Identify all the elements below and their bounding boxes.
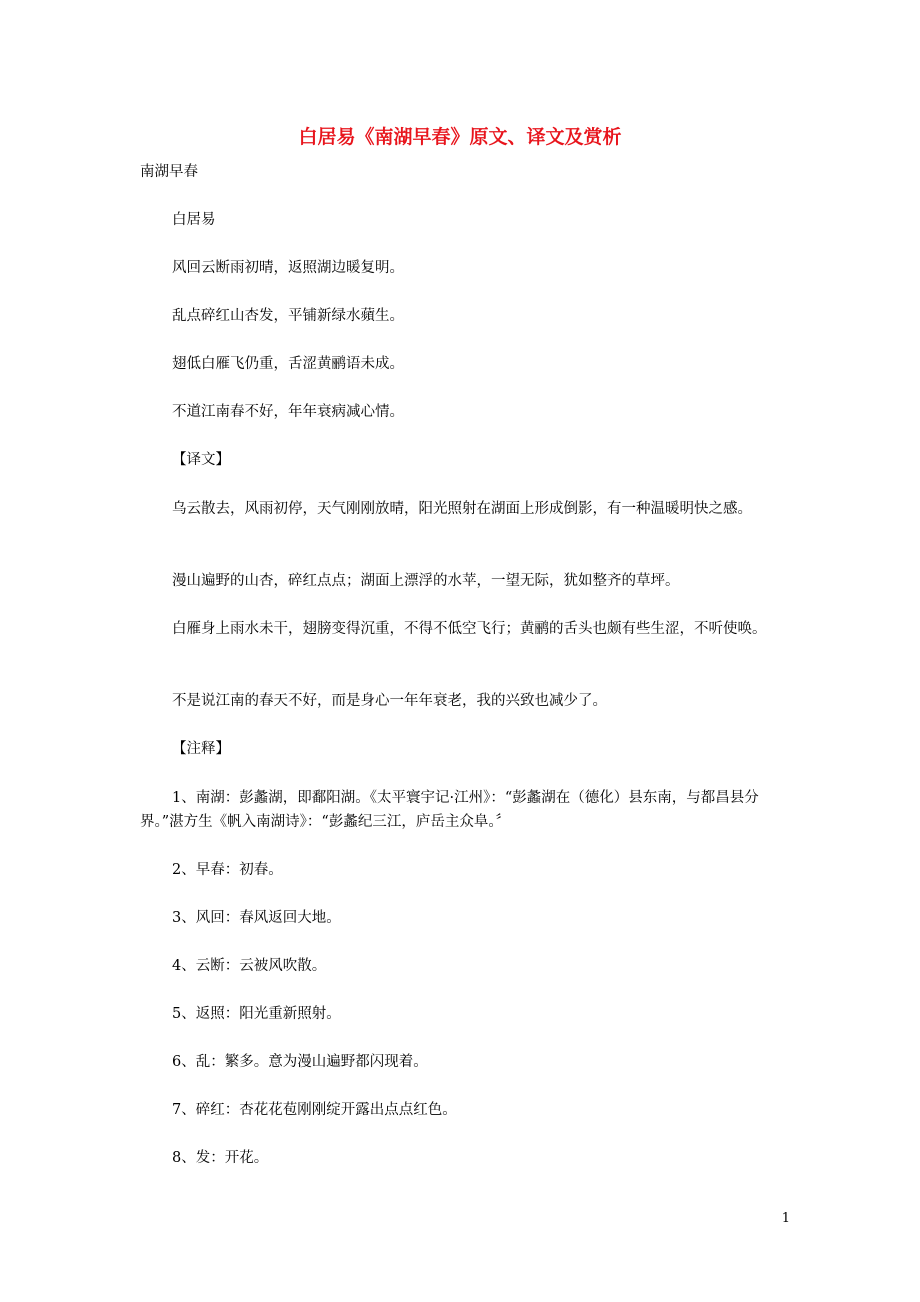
translation-paragraph: 不是说江南的春天不好，而是身心一年年衰老，我的兴致也减少了。	[172, 693, 607, 709]
translation-paragraph: 白雁身上雨水未干，翅膀变得沉重，不得不低空飞行；黄鹂的舌头也颇有些生涩，不听使唤。	[172, 621, 767, 637]
note-item: 3、风回：春风返回大地。	[172, 910, 341, 926]
poem-line: 不道江南春不好，年年衰病减心情。	[172, 404, 404, 420]
poem-line: 乱点碎红山杏发，平铺新绿水蘋生。	[172, 308, 404, 324]
poem-name: 南湖早春	[140, 164, 198, 180]
note-item: 1、南湖：彭蠡湖，即鄱阳湖。《太平寰宇记·江州》：“彭蠡湖在（德化）县东南，与都昌县分界。”湛方生《帆入南湖诗》：“彭蠡纪三江，庐岳主众阜。〞	[140, 790, 759, 830]
note-item: 4、云断：云被风吹散。	[172, 958, 327, 974]
poem-author: 白居易	[172, 212, 216, 228]
note-item: 5、返照：阳光重新照射。	[172, 1006, 341, 1022]
note-item: 2、早春：初春。	[172, 862, 283, 878]
poem-line: 风回云断雨初晴，返照湖边暖复明。	[172, 260, 404, 276]
notes-heading: 【注释】	[172, 741, 230, 757]
page-number: 1	[781, 1211, 790, 1226]
note-item: 8、发：开花。	[172, 1150, 269, 1166]
note-item: 7、碎红：杏花花苞刚刚绽开露出点点红色。	[172, 1102, 457, 1118]
translation-paragraph: 乌云散去，风雨初停，天气刚刚放晴，阳光照射在湖面上形成倒影，有一种温暖明快之感。	[172, 501, 752, 517]
translation-heading: 【译文】	[172, 452, 230, 468]
translation-paragraph: 漫山遍野的山杏，碎红点点；湖面上漂浮的水苹，一望无际，犹如整齐的草坪。	[172, 573, 680, 589]
document-title: 白居易《南湖早春》原文、译文及赏析	[298, 126, 622, 148]
poem-line: 翅低白雁飞仍重，舌涩黄鹂语未成。	[172, 356, 404, 372]
note-item: 6、乱：繁多。意为漫山遍野都闪现着。	[172, 1054, 428, 1070]
